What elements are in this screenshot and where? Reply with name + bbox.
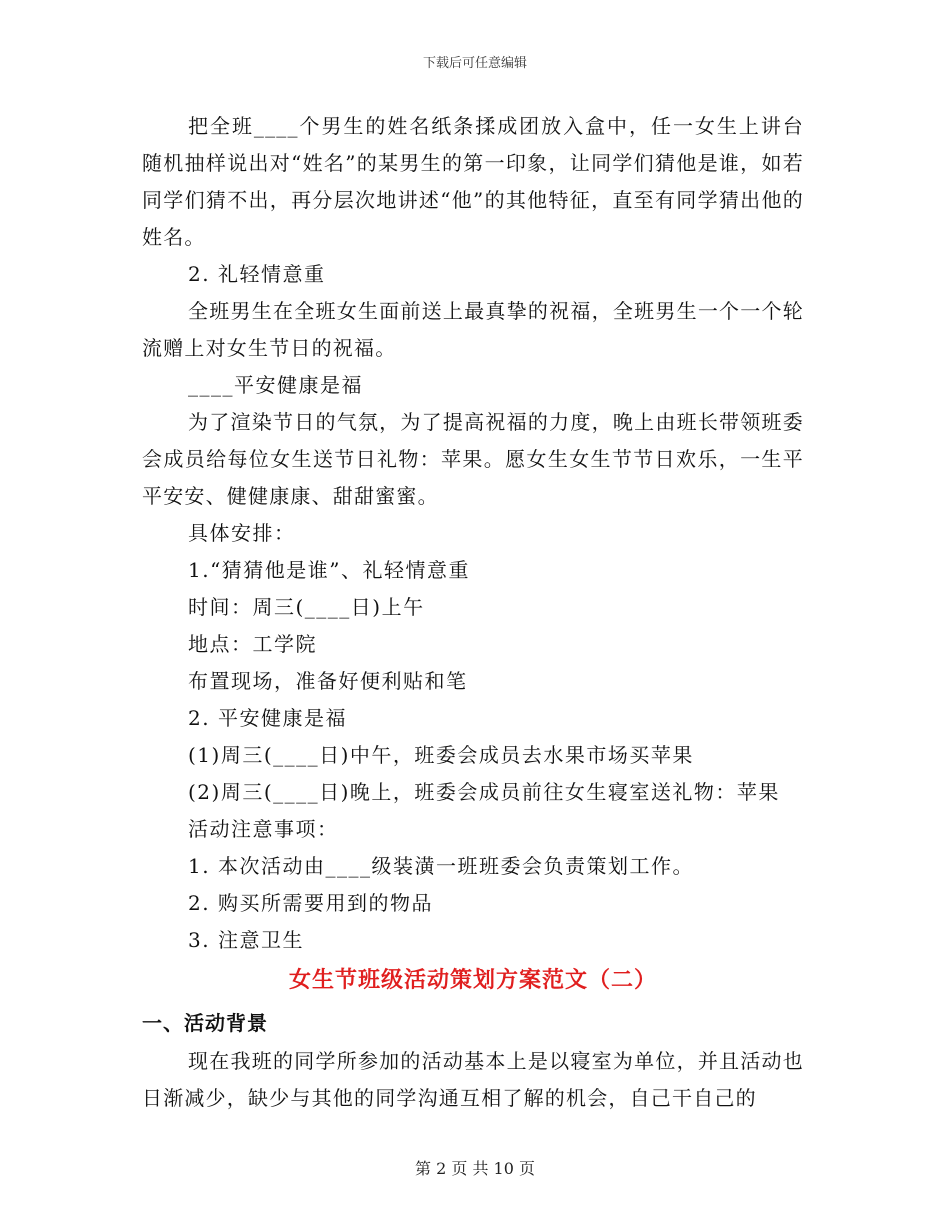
document-body [142,108,804,1117]
paragraph-blessing: 全班男生在全班女生面前送上最真挚的祝福，全班男生一个一个轮流赠上对女生节日的祝福。 [142,299,804,360]
schedule-setup: 布置现场，准备好便利贴和笔 [188,669,468,693]
note-2: 2. 购买所需要用到的物品 [188,891,433,915]
schedule-item-1: 1.“猜猜他是谁”、礼轻情意重 [188,558,471,582]
schedule-noon: (1)周三(____日)中午，班委会成员去水果市场买苹果 [188,743,694,767]
section-heading: 一、活动背景 [142,1011,268,1035]
schedule-label: 具体安排： [188,521,296,545]
paragraph-guess-game: 把全班____个男生的姓名纸条揉成团放入盒中，任一女生上讲台随机抽样说出对“姓名”的某男生的第一印象，让同学们猜他是谁，如若同学们猜不出，再分层次地讲述“他”的其他特征，直至有同学猜出他的姓名。 [142,114,804,249]
paragraph-apple-gift: 为了渲染节日的气氛，为了提高祝福的力度，晚上由班长带领班委会成员给每位女生送节日礼物：苹果。愿女生女生节节日欢乐，一生平平安安、健健康康、甜甜蜜蜜。 [142,410,804,508]
note-1: 1. 本次活动由____级装潢一班班委会负责策划工作。 [188,854,694,878]
notes-label: 活动注意事项： [188,817,339,841]
section-title: 女生节班级活动策划方案范文（二） [288,968,657,993]
subheading-gift: 2. 礼轻情意重 [188,262,326,286]
page-footer: 第 2 页 共 10 页 [415,1159,535,1178]
schedule-evening: (2)周三(____日)晚上，班委会成员前往女生寝室送礼物：苹果 [188,780,780,804]
schedule-time: 时间：周三(____日)上午 [188,595,425,619]
schedule-item-2: 2. 平安健康是福 [188,706,347,730]
subheading-safety: ____平安健康是福 [188,373,363,397]
page-header: 下载后可任意编辑 [422,56,527,71]
paragraph-background: 现在我班的同学所参加的活动基本上是以寝室为单位，并且活动也日渐减少，缺少与其他的同学沟通互相了解的机会，自己干自己的 [142,1049,804,1110]
schedule-location: 地点：工学院 [188,632,317,656]
note-3: 3. 注意卫生 [188,928,304,952]
